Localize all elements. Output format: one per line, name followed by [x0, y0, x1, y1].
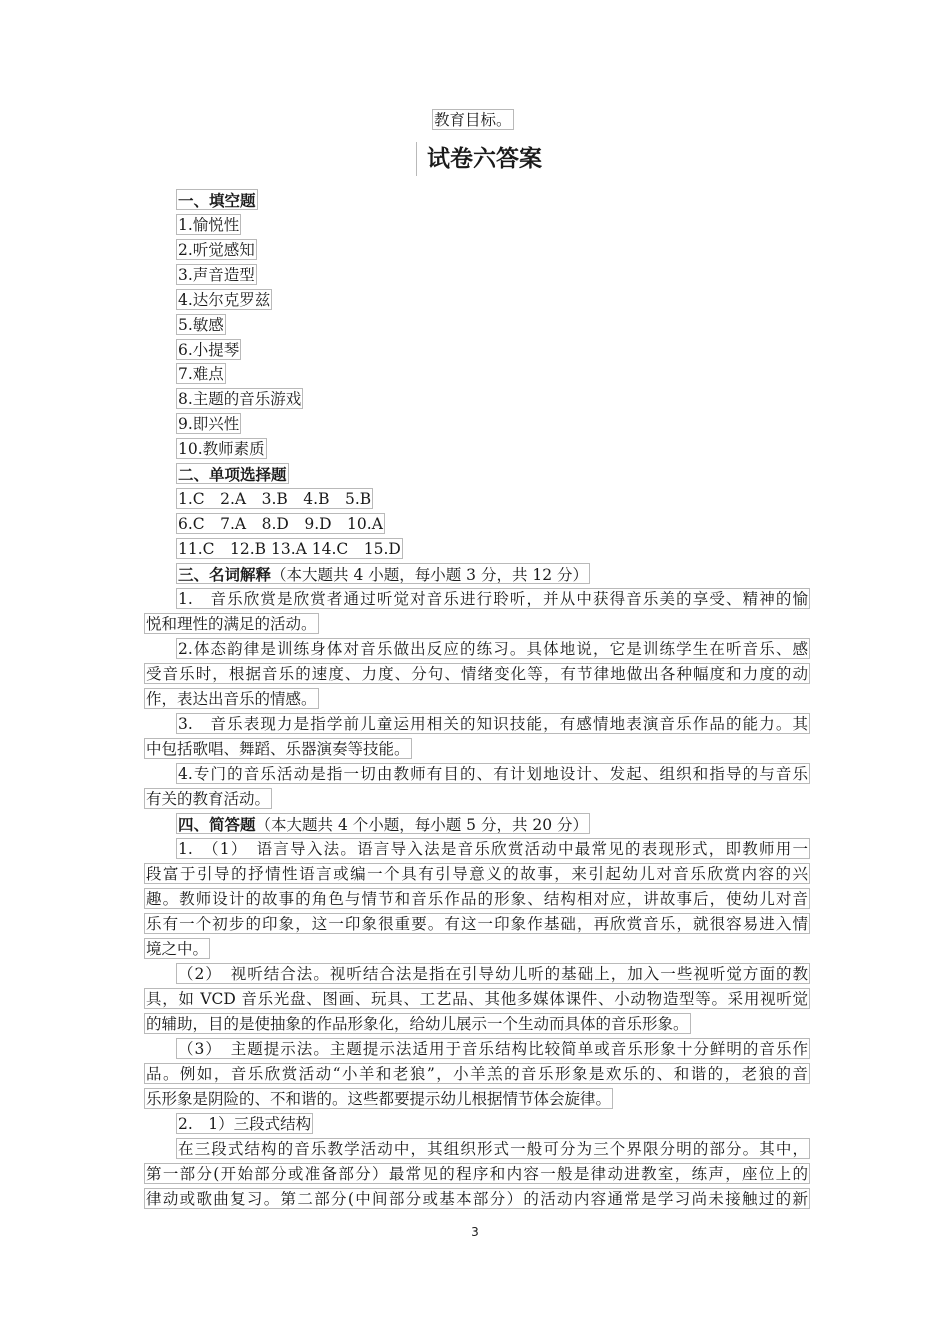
- paragraph-line: 2. 1）三段式结构: [178, 1115, 312, 1133]
- paragraph-line: 1. 音乐欣赏是欣赏者通过听觉对音乐进行聆听，并从中获得音乐美的享受、精神的愉: [178, 590, 808, 608]
- section-score-note: （本大题共 4 个小题，每小题 5 分，共 20 分）: [255, 816, 589, 834]
- paragraph-line: 受音乐时，根据音乐的速度、力度、分句、情绪变化等，有节律地做出各种幅度和力度的动: [146, 665, 808, 683]
- paragraph-line: 具，如 VCD 音乐光盘、图画、玩具、工艺品、其他多媒体课件、小动物造型等。采用视听觉: [146, 990, 808, 1008]
- answer-item: 9.即兴性: [178, 415, 240, 433]
- section-heading-text: 四、简答题: [178, 815, 256, 834]
- answer-item: 8.主题的音乐游戏: [178, 390, 302, 408]
- paragraph-line: 乐形象是阴险的、不和谐的。这些都要提示幼儿根据情节体会旋律。: [146, 1090, 612, 1108]
- paragraph-line: 2.体态韵律是训练身体对音乐做出反应的练习。具体地说，它是训练学生在听音乐、感: [178, 640, 808, 658]
- choice-answer-row: 11.C 12.B 13.A 14.C 15.D: [178, 540, 401, 558]
- answer-item: 3.声音造型: [178, 266, 255, 284]
- paragraph-line: 段富于引导的抒情性语言或编一个具有引导意义的故事，来引起幼儿对音乐欣赏内容的兴: [146, 865, 808, 883]
- page-number: 3: [471, 1225, 479, 1239]
- paragraph-line: （3） 主题提示法。主题提示法适用于音乐结构比较简单或音乐形象十分鲜明的音乐作: [178, 1040, 808, 1058]
- paragraph-line: 律动或歌曲复习。第二部分(中间部分或基本部分）的活动内容通常是学习尚未接触过的新: [146, 1190, 808, 1208]
- continued-text-fragment: 教育目标。: [434, 111, 512, 129]
- choice-answer-row: 1.C 2.A 3.B 4.B 5.B: [178, 490, 372, 508]
- paragraph-line: 有关的教育活动。: [146, 790, 271, 808]
- paragraph-line: 4.专门的音乐活动是指一切由教师有目的、有计划地设计、发起、组织和指导的与音乐: [178, 765, 808, 783]
- paragraph-line: 品。例如，音乐欣赏活动“小羊和老狼”，小羊羔的音乐形象是欢乐的、和谐的，老狼的音: [146, 1065, 808, 1083]
- page-title: 试卷六答案: [416, 142, 542, 176]
- answer-item: 5.敏感: [178, 316, 224, 334]
- paragraph-line: 第一部分(开始部分或准备部分）最常见的程序和内容一般是律动进教室，练声，座位上的: [146, 1165, 808, 1183]
- answer-item: 2.听觉感知: [178, 241, 255, 259]
- section-score-note: （本大题共 4 小题，每小题 3 分，共 12 分）: [271, 566, 589, 584]
- section-heading-short-answer: [176, 813, 590, 834]
- paragraph-line: 悦和理性的满足的活动。: [146, 615, 317, 633]
- paragraph-line: 趣。教师设计的故事的角色与情节和音乐作品的形象、结构相对应，讲故事后，使幼儿对音: [146, 890, 808, 908]
- paragraph-line: 作，表达出音乐的情感。: [146, 690, 317, 708]
- section-heading-text: 三、名词解释: [178, 565, 272, 584]
- answer-item: 4.达尔克罗兹: [178, 291, 271, 309]
- section-heading-term-definitions: [176, 563, 590, 584]
- paragraph-line: 的辅助，目的是使抽象的作品形象化，给幼儿展示一个生动而具体的音乐形象。: [146, 1015, 689, 1033]
- paragraph-line: （2） 视听结合法。视听结合法是指在引导幼儿听的基础上，加入一些视听觉方面的教: [178, 965, 808, 983]
- answer-item: 1.愉悦性: [178, 216, 240, 234]
- section-heading-single-choice: 二、单项选择题: [178, 465, 287, 484]
- paragraph-line: 境之中。: [146, 940, 209, 958]
- paragraph-line: 1. （1） 语言导入法。语言导入法是音乐欣赏活动中最常见的表现形式，即教师用一: [178, 840, 808, 858]
- paragraph-line: 乐有一个初步的印象，这一印象很重要。有这一印象作基础，再欣赏音乐，就很容易进入情: [146, 915, 808, 933]
- answer-item: 10.教师素质: [178, 440, 265, 458]
- paragraph-line: 3. 音乐表现力是指学前儿童运用相关的知识技能，有感情地表演音乐作品的能力。其: [178, 715, 808, 733]
- answer-item: 6.小提琴: [178, 341, 240, 359]
- paragraph-line: 在三段式结构的音乐教学活动中，其组织形式一般可分为三个界限分明的部分。其中，: [178, 1140, 808, 1158]
- paragraph-line: 中包括歌唱、舞蹈、乐器演奏等技能。: [146, 740, 410, 758]
- choice-answer-row: 6.C 7.A 8.D 9.D 10.A: [178, 515, 383, 533]
- answer-item: 7.难点: [178, 365, 224, 383]
- section-heading-fill-blank: 一、填空题: [178, 191, 256, 210]
